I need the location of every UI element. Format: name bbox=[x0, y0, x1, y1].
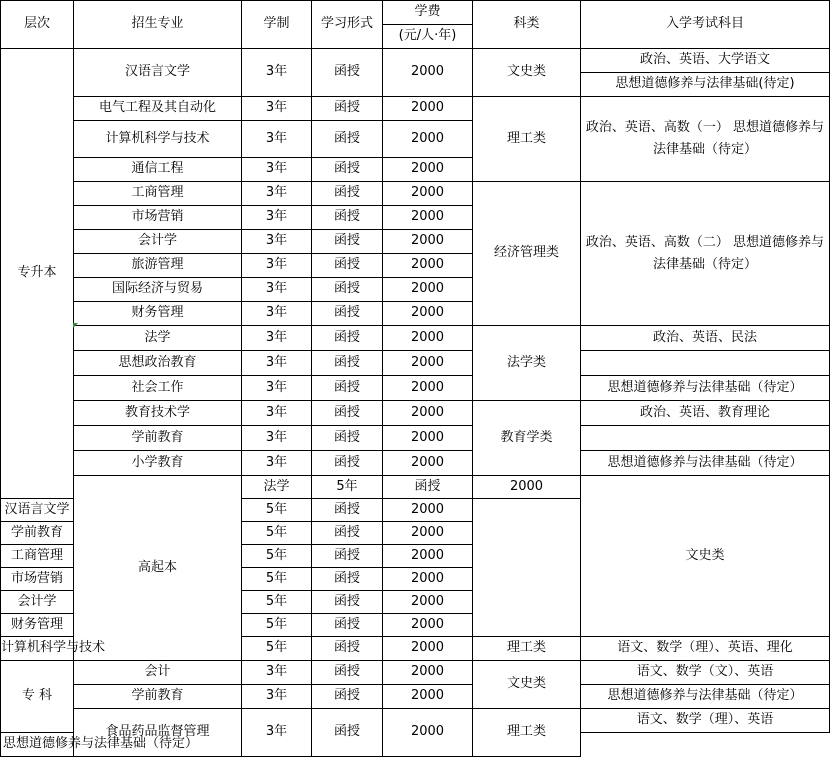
fee-cell: 2000 bbox=[383, 499, 473, 522]
table-row bbox=[1, 476, 830, 499]
header-fee-unit: (元/人·年) bbox=[383, 25, 473, 49]
fee-cell: 2000 bbox=[383, 278, 473, 302]
mode-cell: 函授 bbox=[312, 376, 383, 401]
header-level: 层次 bbox=[1, 1, 74, 49]
mode-cell: 函授 bbox=[312, 326, 383, 351]
fee-cell: 2000 bbox=[383, 614, 473, 637]
major-cell: 小学教育 bbox=[74, 451, 242, 476]
header-fee: 学费 bbox=[383, 1, 473, 25]
major-cell: 学前教育 bbox=[74, 426, 242, 451]
category-cell: 法学类 bbox=[473, 326, 581, 401]
duration-cell: 3年 bbox=[242, 158, 312, 182]
mode-cell: 函授 bbox=[312, 451, 383, 476]
table-row bbox=[1, 709, 830, 733]
fee-cell: 2000 bbox=[383, 206, 473, 230]
table-row bbox=[1, 376, 830, 401]
category-cell: 教育学类 bbox=[473, 401, 581, 476]
fee-cell: 2000 bbox=[383, 158, 473, 182]
mode-cell: 函授 bbox=[312, 568, 383, 591]
major-cell: 食品药品监督管理 bbox=[74, 709, 242, 757]
major-cell: 法学 bbox=[242, 476, 312, 499]
category-cell: 文史类 bbox=[473, 661, 581, 709]
category-cell: 理工类 bbox=[473, 97, 581, 182]
mode-cell: 函授 bbox=[312, 401, 383, 426]
major-cell: 汉语言文学 bbox=[1, 499, 74, 522]
mode-cell: 函授 bbox=[312, 499, 383, 522]
header-mode: 学习形式 bbox=[312, 1, 383, 49]
mode-cell: 函授 bbox=[312, 158, 383, 182]
major-cell: 会计 bbox=[74, 661, 242, 685]
category-cell: 经济管理类 bbox=[473, 182, 581, 326]
table-row bbox=[1, 97, 830, 121]
major-cell: 法学 bbox=[74, 326, 242, 351]
category-cell: 文史类 bbox=[473, 49, 581, 97]
fee-cell: 2000 bbox=[383, 97, 473, 121]
mode-cell: 函授 bbox=[383, 476, 473, 499]
exam-cell: 政治、英语、高数（一） 思想道德修养与法律基础（待定） bbox=[581, 97, 830, 182]
header-row bbox=[1, 1, 830, 25]
duration-cell: 3年 bbox=[242, 121, 312, 158]
major-cell: 电气工程及其自动化 bbox=[74, 97, 242, 121]
major-cell: 社会工作 bbox=[74, 376, 242, 401]
major-cell: 旅游管理 bbox=[74, 254, 242, 278]
fee-cell: 2000 bbox=[383, 121, 473, 158]
mode-cell: 函授 bbox=[312, 614, 383, 637]
exam-cell: 政治、英语、民法 bbox=[581, 326, 830, 351]
duration-cell: 3年 bbox=[242, 206, 312, 230]
exam-cell-empty bbox=[581, 351, 830, 376]
duration-cell: 3年 bbox=[242, 254, 312, 278]
major-cell: 财务管理 bbox=[1, 614, 74, 637]
duration-cell: 3年 bbox=[242, 326, 312, 351]
mode-cell: 函授 bbox=[312, 230, 383, 254]
table-row bbox=[1, 661, 830, 685]
fee-cell: 2000 bbox=[473, 476, 581, 499]
fee-cell: 2000 bbox=[383, 568, 473, 591]
exam-cell: 思想道德修养与法律基础(待定) bbox=[581, 73, 830, 97]
mode-cell: 函授 bbox=[312, 278, 383, 302]
major-cell: 学前教育 bbox=[1, 522, 74, 545]
exam-cell: 政治、英语、高数（二） 思想道德修养与法律基础（待定） bbox=[581, 182, 830, 326]
fee-cell: 2000 bbox=[383, 326, 473, 351]
header-category: 科类 bbox=[473, 1, 581, 49]
mode-cell: 函授 bbox=[312, 426, 383, 451]
fee-cell: 2000 bbox=[383, 302, 473, 326]
mode-cell: 函授 bbox=[312, 522, 383, 545]
mode-cell: 函授 bbox=[312, 206, 383, 230]
duration-cell: 3年 bbox=[242, 451, 312, 476]
mode-cell: 函授 bbox=[312, 182, 383, 206]
mode-cell: 函授 bbox=[312, 709, 383, 757]
fee-cell: 2000 bbox=[383, 545, 473, 568]
fee-cell: 2000 bbox=[383, 230, 473, 254]
exam-cell: 思想道德修养与法律基础（待定） bbox=[581, 376, 830, 401]
duration-cell: 3年 bbox=[242, 401, 312, 426]
level-cell: 高起本 bbox=[74, 476, 242, 661]
duration-cell: 5年 bbox=[242, 614, 312, 637]
fee-cell: 2000 bbox=[383, 709, 473, 757]
major-cell: 会计学 bbox=[1, 591, 74, 614]
duration-cell: 3年 bbox=[242, 426, 312, 451]
table-row bbox=[1, 326, 830, 351]
table-row bbox=[1, 401, 830, 426]
mode-cell: 函授 bbox=[312, 121, 383, 158]
table-row bbox=[1, 685, 830, 709]
category-cell: 理工类 bbox=[473, 709, 581, 757]
table-row bbox=[1, 351, 830, 376]
exam-cell: 思想道德修养与法律基础（待定） bbox=[1, 733, 74, 757]
exam-cell: 语文、数学（理）、英语 bbox=[581, 709, 830, 733]
mode-cell: 函授 bbox=[312, 661, 383, 685]
major-cell: 财务管理 bbox=[74, 302, 242, 326]
duration-cell: 5年 bbox=[242, 545, 312, 568]
duration-cell: 3年 bbox=[242, 661, 312, 685]
duration-cell: 3年 bbox=[242, 278, 312, 302]
level-cell: 专 科 bbox=[1, 661, 74, 733]
level-cell: 专升本 bbox=[1, 49, 74, 499]
exam-cell: 思想道德修养与法律基础（待定） bbox=[581, 451, 830, 476]
duration-cell: 3年 bbox=[242, 302, 312, 326]
mode-cell: 函授 bbox=[312, 302, 383, 326]
exam-cell: 语文、数学（理）、英语、理化 bbox=[581, 637, 830, 661]
major-cell: 工商管理 bbox=[1, 545, 74, 568]
header-exam: 入学考试科目 bbox=[581, 1, 830, 49]
fee-cell: 2000 bbox=[383, 685, 473, 709]
fee-cell: 2000 bbox=[383, 426, 473, 451]
major-cell: 通信工程 bbox=[74, 158, 242, 182]
fee-cell: 2000 bbox=[383, 254, 473, 278]
header-duration: 学制 bbox=[242, 1, 312, 49]
header-major: 招生专业 bbox=[74, 1, 242, 49]
fee-cell: 2000 bbox=[383, 351, 473, 376]
duration-cell: 5年 bbox=[242, 637, 312, 661]
category-cell: 文史类 bbox=[581, 476, 830, 637]
mode-cell: 函授 bbox=[312, 351, 383, 376]
major-cell: 思想政治教育 bbox=[74, 351, 242, 376]
duration-cell: 3年 bbox=[242, 182, 312, 206]
duration-cell: 3年 bbox=[242, 230, 312, 254]
mode-cell: 函授 bbox=[312, 254, 383, 278]
duration-cell: 3年 bbox=[242, 97, 312, 121]
table-row bbox=[1, 451, 830, 476]
fee-cell: 2000 bbox=[383, 591, 473, 614]
category-cell: 理工类 bbox=[473, 637, 581, 661]
major-cell: 学前教育 bbox=[74, 685, 242, 709]
fee-cell: 2000 bbox=[383, 49, 473, 97]
duration-cell: 3年 bbox=[242, 351, 312, 376]
duration-cell: 5年 bbox=[242, 568, 312, 591]
fee-cell: 2000 bbox=[383, 661, 473, 685]
major-cell: 教育技术学 bbox=[74, 401, 242, 426]
major-cell: 计算机科学与技术 bbox=[74, 121, 242, 158]
fee-cell: 2000 bbox=[383, 401, 473, 426]
fee-cell: 2000 bbox=[383, 522, 473, 545]
duration-cell: 3年 bbox=[242, 709, 312, 757]
major-cell: 汉语言文学 bbox=[74, 49, 242, 97]
duration-cell: 3年 bbox=[242, 49, 312, 97]
duration-cell: 3年 bbox=[242, 376, 312, 401]
fee-cell: 2000 bbox=[383, 451, 473, 476]
mode-cell: 函授 bbox=[312, 545, 383, 568]
exam-cell: 政治、英语、大学语文 bbox=[581, 49, 830, 73]
fee-cell: 2000 bbox=[383, 182, 473, 206]
major-cell: 工商管理 bbox=[74, 182, 242, 206]
table-row bbox=[1, 426, 830, 451]
major-cell: 国际经济与贸易 bbox=[74, 278, 242, 302]
mode-cell: 函授 bbox=[312, 49, 383, 97]
exam-cell: 语文、数学（文）、英语 bbox=[581, 661, 830, 685]
exam-cell: 思想道德修养与法律基础（待定） bbox=[581, 685, 830, 709]
duration-cell: 5年 bbox=[312, 476, 383, 499]
exam-cell-empty bbox=[581, 426, 830, 451]
table-row bbox=[1, 49, 830, 73]
cell-comment-marker bbox=[73, 323, 78, 328]
mode-cell: 函授 bbox=[312, 97, 383, 121]
duration-cell: 5年 bbox=[242, 499, 312, 522]
fee-cell: 2000 bbox=[383, 376, 473, 401]
mode-cell: 函授 bbox=[312, 591, 383, 614]
fee-cell: 2000 bbox=[383, 637, 473, 661]
duration-cell: 5年 bbox=[242, 591, 312, 614]
major-cell: 市场营销 bbox=[74, 206, 242, 230]
major-cell: 市场营销 bbox=[1, 568, 74, 591]
major-cell: 计算机科学与技术 bbox=[1, 637, 74, 661]
major-cell: 会计学 bbox=[74, 230, 242, 254]
table-row bbox=[1, 182, 830, 206]
duration-cell: 3年 bbox=[242, 685, 312, 709]
mode-cell: 函授 bbox=[312, 685, 383, 709]
duration-cell: 5年 bbox=[242, 522, 312, 545]
exam-cell: 政治、英语、教育理论 bbox=[581, 401, 830, 426]
mode-cell: 函授 bbox=[312, 637, 383, 661]
